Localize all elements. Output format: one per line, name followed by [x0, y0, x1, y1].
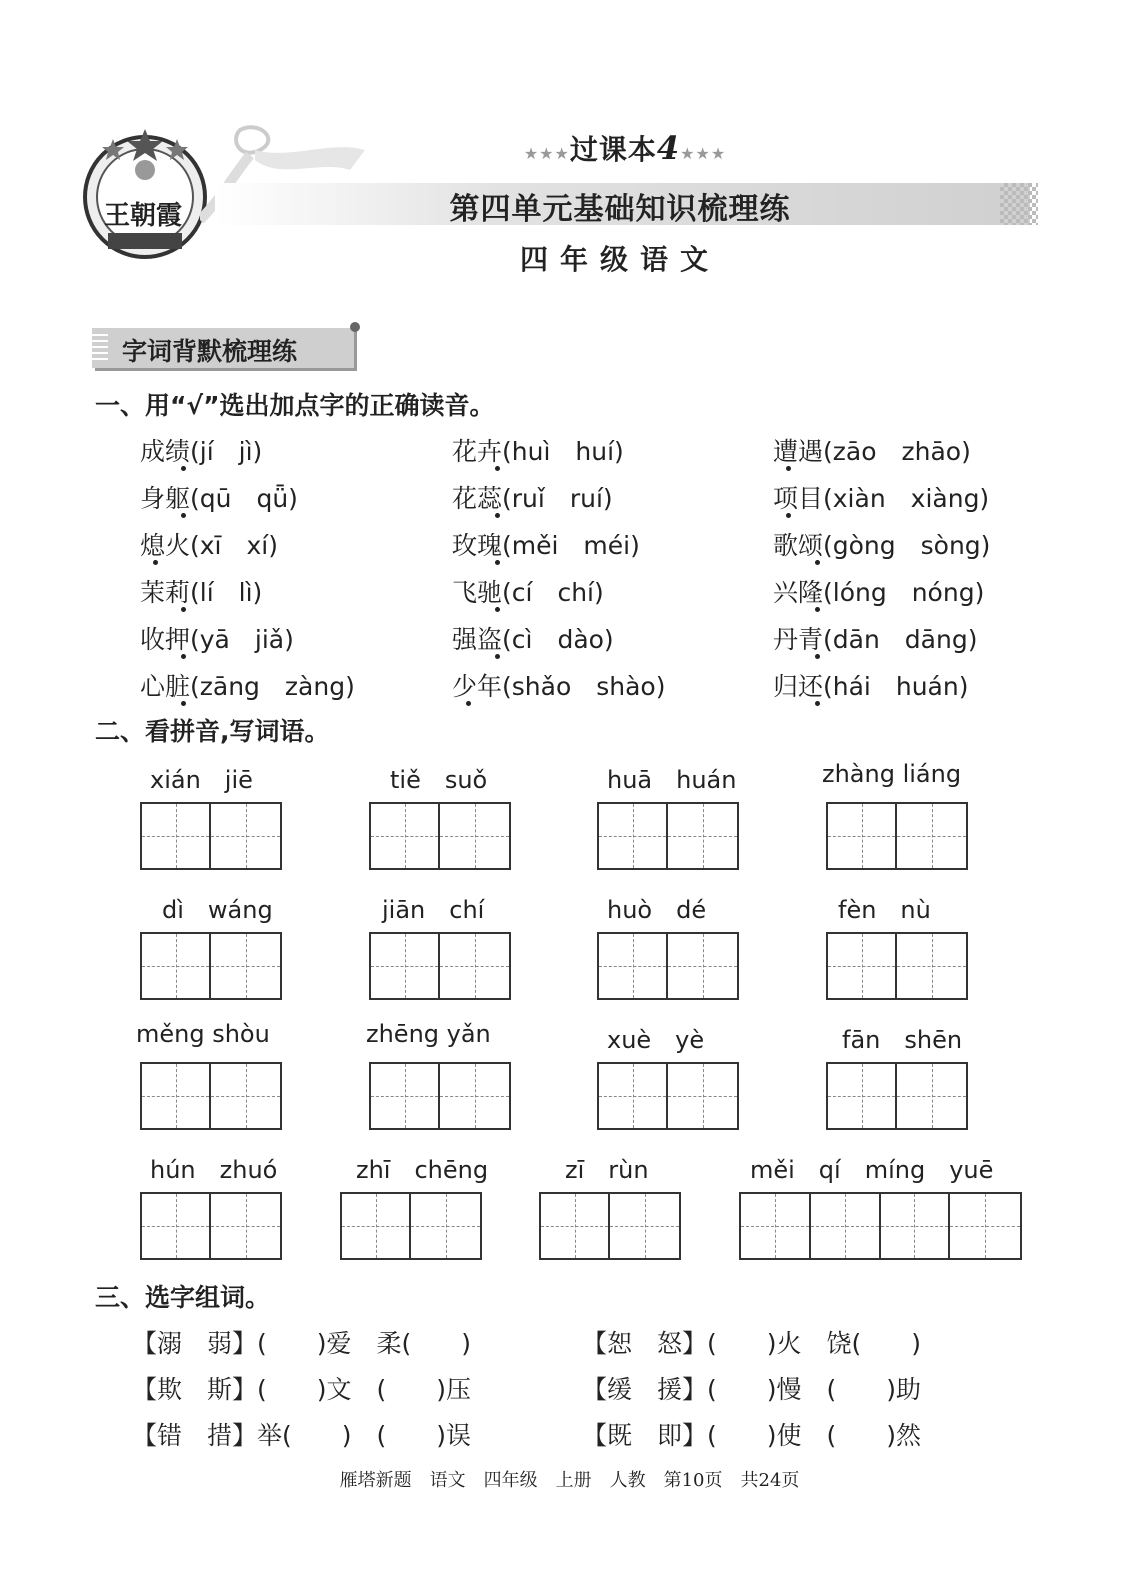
badge-stars-right: ★★★ [680, 144, 727, 163]
pinyin-label: fān shēn [842, 1026, 963, 1054]
pinyin-label: xuè yè [607, 1026, 705, 1054]
emphasis-dot [181, 466, 186, 471]
page-subtitle: 四年级语文 [519, 243, 720, 276]
pinyin-label: měng shòu [136, 1020, 270, 1048]
writing-grid[interactable] [140, 1062, 282, 1130]
emphasis-dot [181, 654, 186, 659]
emphasis-dot [181, 701, 186, 706]
publisher-logo [78, 125, 213, 260]
word-choice-item[interactable]: 【缓 援】( )慢 ( )助 [582, 1375, 922, 1404]
pinyin-label: fèn nù [838, 896, 931, 924]
writing-grid[interactable] [140, 932, 282, 1000]
emphasis-dot [181, 607, 186, 612]
section-label: 字词背默梳理练 [122, 337, 298, 366]
pinyin-label: zhàng liáng [822, 760, 962, 788]
pinyin-label: hún zhuó [150, 1156, 278, 1184]
pinyin-label: zhēng yǎn [366, 1020, 491, 1048]
emphasis-dot [495, 607, 500, 612]
badge-stars-left: ★★★ [523, 144, 570, 163]
writing-grid[interactable] [539, 1192, 681, 1260]
badge-number: 4 [656, 129, 681, 167]
writing-grid[interactable] [739, 1192, 1022, 1260]
reading-item: 丹青(dān dāng) [773, 625, 978, 654]
pinyin-label: huā huán [607, 766, 737, 794]
writing-grid[interactable] [340, 1192, 482, 1260]
emphasis-dot [153, 560, 158, 565]
reading-item: 熄火(xī xí) [140, 531, 278, 560]
pinyin-label: zī rùn [565, 1156, 649, 1184]
writing-grid[interactable] [140, 1192, 282, 1260]
word-choice-item[interactable]: 【欺 斯】( )文 ( )压 [132, 1375, 472, 1404]
writing-grid[interactable] [597, 1062, 739, 1130]
writing-grid[interactable] [369, 802, 511, 870]
writing-grid[interactable] [140, 802, 282, 870]
part1-heading: 一、用“√”选出加点字的正确读音。 [95, 391, 495, 420]
reading-item: 歌颂(gòng sòng) [773, 531, 991, 560]
writing-grid[interactable] [369, 1062, 511, 1130]
word-choice-item[interactable]: 【恕 怒】( )火 饶( ) [582, 1329, 922, 1358]
reading-item: 花蕊(ruǐ ruí) [452, 484, 613, 513]
reading-item: 身躯(qū qǖ) [140, 484, 298, 513]
writing-grid[interactable] [826, 802, 968, 870]
emphasis-dot [466, 701, 471, 706]
emphasis-dot [495, 513, 500, 518]
reading-item: 花卉(huì huí) [452, 437, 624, 466]
logo-text: 王朝霞 [104, 201, 183, 231]
reading-item: 兴隆(lóng nóng) [773, 578, 985, 607]
section-label-box [92, 328, 354, 368]
pinyin-label: tiě suǒ [390, 766, 488, 794]
part2-heading: 二、看拼音,写词语。 [95, 717, 330, 746]
reading-item: 少年(shǎo shào) [452, 672, 666, 701]
word-choice-item[interactable]: 【溺 弱】( )爱 柔( ) [132, 1329, 472, 1358]
pinyin-label: dì wáng [162, 896, 273, 924]
emphasis-dot [181, 513, 186, 518]
writing-grid[interactable] [826, 1062, 968, 1130]
emphasis-dot [495, 466, 500, 471]
pinyin-label: xián jiē [150, 766, 253, 794]
pin-icon [350, 322, 360, 332]
writing-grid[interactable] [597, 802, 739, 870]
badge-text: 过课本 [569, 133, 657, 166]
part3-heading: 三、选字组词。 [95, 1283, 271, 1312]
reading-item: 心脏(zāng zàng) [140, 672, 355, 701]
lesson-badge [500, 128, 750, 168]
emphasis-dot [495, 560, 500, 565]
pinyin-label: jiān chí [382, 896, 485, 924]
emphasis-dot [786, 513, 791, 518]
emphasis-dot [815, 654, 820, 659]
reading-item: 归还(hái huán) [773, 672, 969, 701]
reading-item: 飞驰(cí chí) [452, 578, 604, 607]
title-bar-pattern [1000, 183, 1038, 225]
page-footer: 雁塔新题 语文 四年级 上册 人教 第10页 共24页 [339, 1470, 800, 1491]
emphasis-dot [815, 701, 820, 706]
pinyin-label: zhī chēng [356, 1156, 489, 1184]
word-choice-item[interactable]: 【既 即】( )使 ( )然 [582, 1421, 922, 1450]
reading-item: 收押(yā jiǎ) [140, 625, 294, 654]
pinyin-label: huò dé [607, 896, 707, 924]
reading-item: 成绩(jí jì) [140, 437, 263, 466]
reading-item: 茉莉(lí lì) [140, 578, 263, 607]
reading-item: 玫瑰(měi méi) [452, 531, 640, 560]
reading-item: 遭遇(zāo zhāo) [773, 437, 971, 466]
writing-grid[interactable] [597, 932, 739, 1000]
writing-grid[interactable] [826, 932, 968, 1000]
emphasis-dot [815, 607, 820, 612]
emphasis-dot [815, 560, 820, 565]
word-choice-item[interactable]: 【错 措】举( ) ( )误 [132, 1421, 472, 1450]
reading-item: 强盗(cì dào) [452, 625, 614, 654]
page-title: 第四单元基础知识梳理练 [449, 192, 791, 227]
emphasis-dot [495, 654, 500, 659]
reading-item: 项目(xiàn xiàng) [773, 484, 990, 513]
emphasis-dot [786, 466, 791, 471]
pinyin-label: měi qí míng yuē [750, 1156, 994, 1184]
writing-grid[interactable] [369, 932, 511, 1000]
